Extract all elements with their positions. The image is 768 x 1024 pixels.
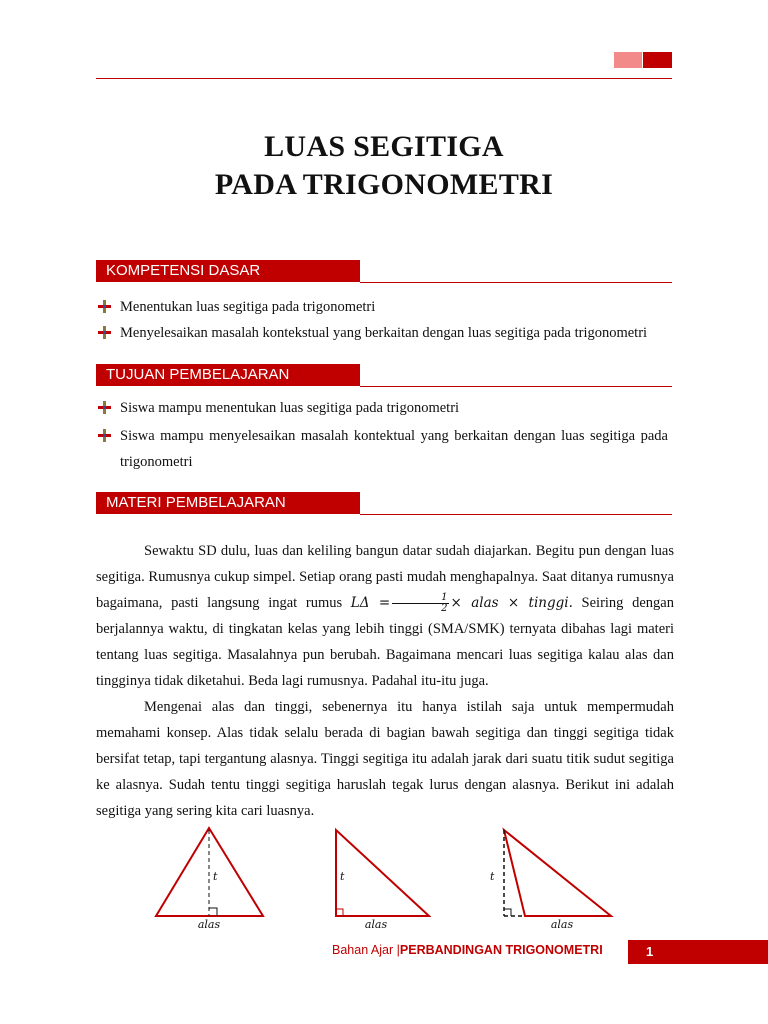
paragraph-text: Sewaktu SD dulu, luas dan keliling bangun datar sudah diajarkan. Begitu pun dengan luas segitiga. Rumusnya cukup simpel. Setiap orang pasti mudah menghapalnya. Saat ditanya rumusnya bagaimana, pasti langsung ingat rumus: [96, 543, 674, 611]
fraction-numerator: 1: [392, 593, 448, 604]
header-accent-dark: [643, 52, 672, 68]
bullet-icon: [98, 429, 111, 442]
footer-prefix: Bahan Ajar |: [332, 943, 400, 957]
page-title-line2: PADA TRIGONOMETRI: [214, 168, 554, 201]
formula-fraction: [392, 593, 448, 614]
section-rule: [360, 282, 672, 283]
triangles-figure: [140, 822, 640, 934]
triangle-base-label: alas: [550, 918, 574, 931]
paragraph: [96, 538, 674, 694]
triangle-base-label: alas: [364, 918, 388, 931]
triangle-height-label: t: [213, 870, 218, 883]
fraction-denominator: 2: [441, 603, 448, 614]
formula: [350, 592, 573, 614]
list-item-text: Siswa mampu menyelesaikan masalah kontektual yang berkaitan dengan luas segitiga pada trigonometri: [120, 428, 668, 470]
triangle-acute: [156, 828, 263, 931]
triangle-right: [336, 830, 429, 931]
page-number: 1: [628, 940, 768, 964]
triangle-height-label: t: [490, 870, 495, 883]
triangle-obtuse: [490, 830, 611, 931]
section-heading-kompetensi: KOMPETENSI DASAR: [96, 260, 360, 282]
formula-rhs: × alas × tinggi.: [450, 595, 573, 611]
bullet-icon: [98, 300, 111, 313]
section-rule: [360, 386, 672, 387]
triangle-height-label: t: [340, 870, 345, 883]
page-title-line1: LUAS SEGITIGA: [264, 130, 504, 163]
list-item-text: Menentukan luas segitiga pada trigonometri: [120, 299, 376, 315]
section-rule: [360, 514, 672, 515]
section-heading-tujuan: TUJUAN PEMBELAJARAN: [96, 364, 360, 386]
list-item-text: Menyelesaikan masalah kontekstual yang berkaitan dengan luas segitiga pada trigonometri: [120, 325, 648, 341]
bullet-icon: [98, 401, 111, 414]
list-item-text: Siswa mampu menentukan luas segitiga pada trigonometri: [120, 400, 460, 416]
section-heading-materi: MATERI PEMBELAJARAN: [96, 492, 360, 514]
header-accent-light: [614, 52, 642, 68]
triangle-base-label: alas: [197, 918, 221, 931]
footer-caption: [332, 943, 603, 957]
bullet-icon: [98, 326, 111, 339]
body-paragraphs: [96, 538, 674, 824]
header-rule: [96, 78, 672, 79]
footer-subject: PERBANDINGAN TRIGONOMETRI: [399, 943, 603, 957]
paragraph-text: Seiring dengan berjalannya waktu, di tingkatan kelas yang lebih tinggi (SMA/SMK) ternyata dibahas lagi materi tentang luas segitiga. Masalahnya pun berubah. Bagaimana mencari luas segitiga kalau alas dan tingginya tidak diketahui. Beda lagi rumusnya. Padahal itu-itu juga.: [96, 595, 674, 689]
formula-lhs: LΔ =: [350, 595, 391, 611]
paragraph: Mengenai alas dan tinggi, sebenernya itu hanya istilah saja untuk mempermudah memahami konsep. Alas tidak selalu berada di bagian bawah segitiga dan tinggi segitiga tidak bersifat tetap, tapi tergantung alasnya. Tinggi segitiga itu adalah jarak dari suatu titik sudut segitiga ke alasnya. Sudah tentu tinggi segitiga haruslah tegak lurus dengan alasnya. Berikut ini adalah segitiga yang sering kita cari luasnya.: [96, 699, 674, 819]
